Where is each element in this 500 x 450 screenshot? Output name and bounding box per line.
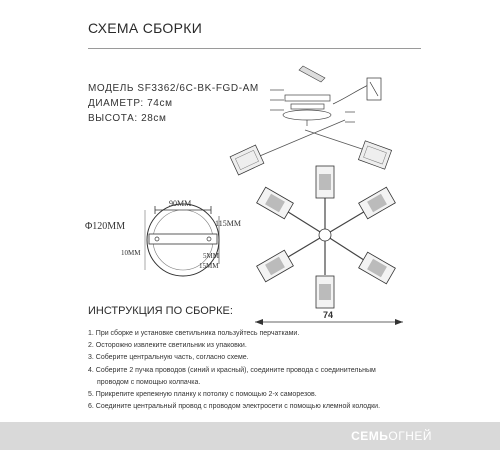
instructions-heading: ИНСТРУКЦИЯ ПО СБОРКЕ: — [88, 305, 233, 317]
wall-fixing-icon — [299, 66, 325, 82]
model-spec: МОДЕЛЬ SF3362/6C-BK-FGD-AM — [88, 83, 259, 94]
brand-light: ОГНЕЙ — [388, 429, 432, 443]
diameter-dimension-label: Φ120MM — [85, 221, 126, 232]
instruction-step: 6. Соедините центральный провод с проводом электросети с помощью клемной колодки. — [88, 403, 381, 411]
fifteen-mm-label: 15MM — [199, 262, 219, 270]
footer-bar — [0, 422, 500, 450]
fixture-hub — [319, 229, 331, 241]
instruction-step: 4. Соберите 2 пучка проводов (синий и красный), соедините провода с соединительным — [88, 366, 376, 374]
diameter-spec: ДИАМЕТР: 74см — [88, 98, 173, 109]
five-mm-label: 5MM — [203, 252, 219, 260]
brand-bold: СЕМЬ — [351, 429, 389, 443]
width-dimension-label: 90MM — [169, 199, 192, 208]
instruction-step: проводом с помощью колпачка. — [97, 378, 201, 386]
instructions-list — [88, 328, 428, 413]
instruction-step: 5. Прикрепите крепежную планку к потолку с помощью 2-х саморезов. — [88, 391, 317, 399]
title-divider — [88, 48, 421, 49]
fixture-diagram — [225, 60, 435, 350]
depth-dimension-label: 115MM — [215, 219, 241, 228]
instruction-step: 1. При сборке и установке светильника пользуйтесь перчатками. — [88, 330, 300, 337]
page-title: СХЕМА СБОРКИ — [88, 20, 203, 36]
exploded-shade-left — [230, 145, 264, 175]
brand-logo — [351, 429, 432, 443]
ten-mm-label: 10MM — [121, 249, 141, 257]
ceiling-hardware — [270, 82, 375, 126]
span-dimension-label: 74 — [323, 310, 334, 320]
height-spec: ВЫСОТА: 28см — [88, 113, 167, 124]
wire-connector-icon — [367, 78, 381, 100]
instruction-step: 3. Соберите центральную часть, согласно схеме. — [88, 354, 249, 362]
exploded-shade-right — [358, 141, 391, 169]
instruction-step: 2. Осторожно извлеките светильник из упаковки. — [88, 342, 247, 350]
